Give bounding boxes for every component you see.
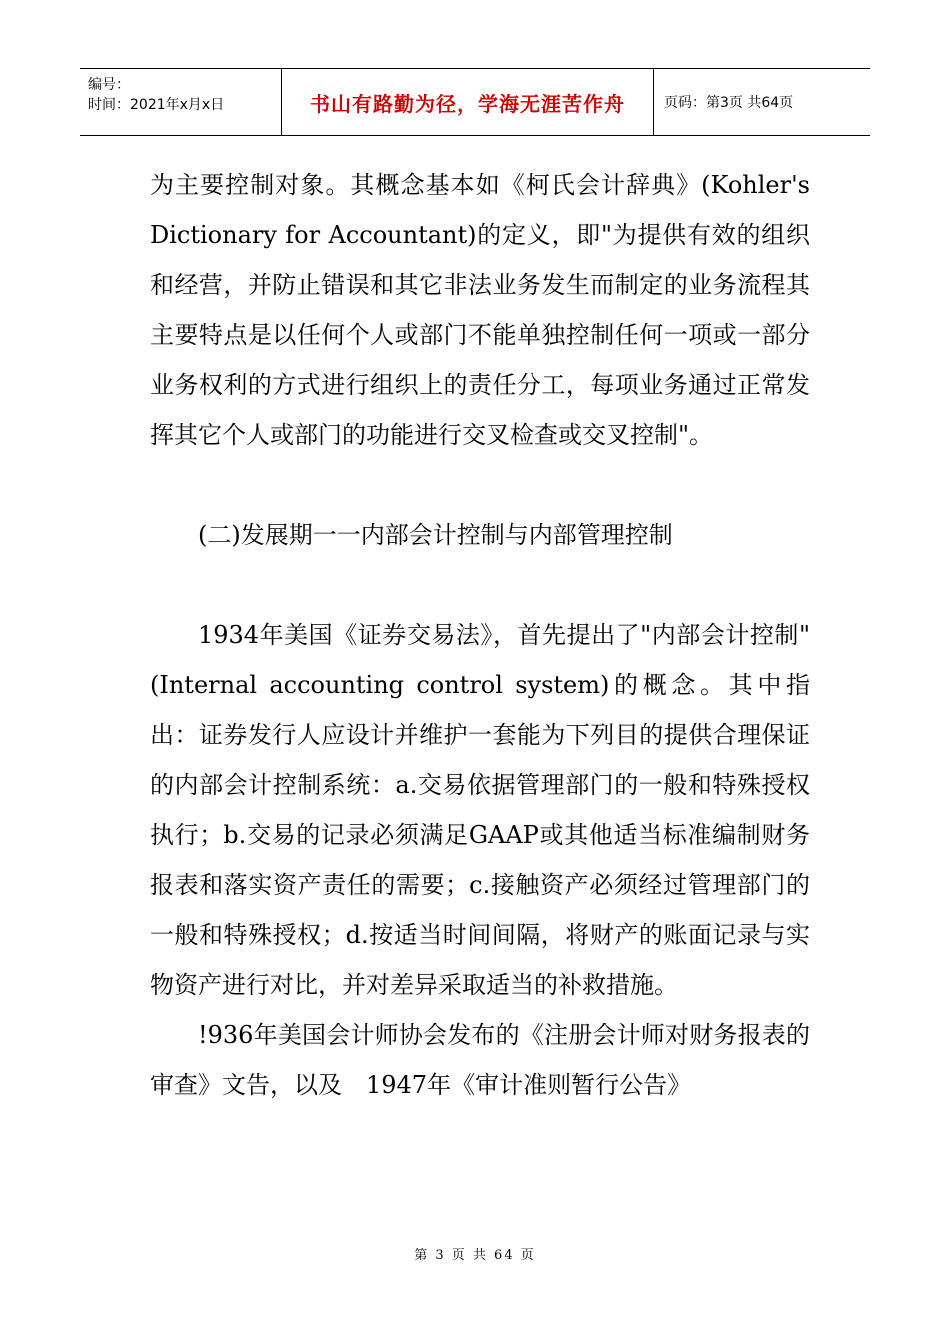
document-date: 时间：2021年x月x日 [88, 97, 225, 113]
page-footer: 第 3 页 共 64 页 [414, 1248, 536, 1263]
header-motto: 书山有路勤为径，学海无涯苦作舟 [282, 69, 654, 135]
paragraph-1936: !936年美国会计师协会发布的《注册会计师对财务报表的审查》文告，以及 1947年《审计准则暂行公告》 [150, 1021, 810, 1099]
page-header [80, 68, 870, 136]
paragraph-continuation: 为主要控制对象。其概念基本如《柯氏会计辞典》(Kohler's Dictionary for Accountant)的定义，即"为提供有效的组织和经营，并防止错误和其它非法业务发生而制定的业务流程其主要特点是以任何个人或部门不能单独控制任何一项或一部分业务权利的方式进行组织上的责任分工，每项业务通过正常发挥其它个人或部门的功能进行交叉检查或交叉控制"。 [150, 171, 810, 449]
header-meta [80, 69, 282, 135]
paragraph-1934: 1934年美国《证券交易法》，首先提出了"内部会计控制" (Internal accounting control system)的概念。其中指出：证券发行人应设计并维护一套能为下列目的提供合理保证的内部会计控制系统：a.交易依据管理部门的一般和特殊授权执行；b.交易的记录必须满足GAAP或其他适当标准编制财务报表和落实资产责任的需要；c.接触资产必须经过管理部门的一般和特殊授权；d.按适当时间间隔，将财产的账面记录与实物资产进行对比，并对差异采取适当的补救措施。 [150, 621, 810, 999]
section-heading: (二)发展期一一内部会计控制与内部管理控制 [198, 521, 673, 549]
document-body [150, 160, 810, 1110]
header-page-code: 页码：第3页 共64页 [664, 95, 794, 111]
document-number-label: 编号： [88, 77, 130, 93]
